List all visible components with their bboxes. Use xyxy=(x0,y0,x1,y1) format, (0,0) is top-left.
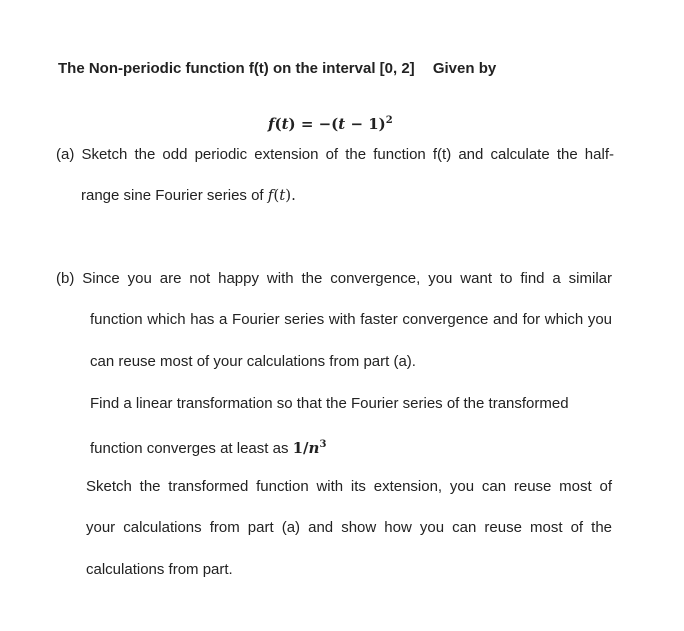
part-b-line-8 xyxy=(86,561,233,579)
part-a-f: f xyxy=(267,186,274,204)
part-b-line-1 xyxy=(56,270,612,288)
part-a-close: ). xyxy=(285,186,296,204)
equation-open: ( xyxy=(274,115,282,133)
part-a-open: ( xyxy=(273,186,280,204)
equation-f: f xyxy=(268,115,275,133)
part-b-line-2 xyxy=(90,311,612,329)
part-b-line-4 xyxy=(90,395,569,413)
part-b-rate-exp: 3 xyxy=(319,439,327,450)
part-b-text-2: function which has a Fourier series with faster convergence and for which you xyxy=(90,311,612,328)
part-b-text-6: Sketch the transformed function with its extension, you can reuse most of xyxy=(86,478,612,495)
part-a-t: t xyxy=(279,186,286,204)
part-b-rate-num: 1/ xyxy=(292,439,309,457)
part-b-text-5: function converges at least as xyxy=(90,440,293,457)
equation-t2: t xyxy=(338,115,346,133)
equation-exponent: 2 xyxy=(385,115,393,126)
problem-heading xyxy=(58,60,496,78)
part-a-text-2: range sine Fourier series of xyxy=(81,187,268,204)
equation-close-eq: ) = −( xyxy=(288,115,339,133)
part-b-text-3: can reuse most of your calculations from part (a). xyxy=(90,353,416,370)
part-b-text-7: your calculations from part (a) and show how you can reuse most of the xyxy=(86,519,612,536)
part-a-line-1 xyxy=(56,146,614,164)
part-b-text-8: calculations from part. xyxy=(86,561,233,578)
equation-t: t xyxy=(281,115,289,133)
equation-f-of-t xyxy=(268,112,393,133)
heading-main: The Non-periodic function f(t) on the interval [0, 2] xyxy=(58,60,415,77)
part-a-text-1: (a) Sketch the odd periodic extension of the function f(t) and calculate the half- xyxy=(56,146,614,163)
part-a-line-2 xyxy=(81,186,296,205)
part-b-line-3 xyxy=(90,353,416,371)
heading-given: Given by xyxy=(432,60,497,77)
part-b-text-4: Find a linear transformation so that the Fourier series of the transformed xyxy=(90,395,569,412)
part-b-line-5 xyxy=(90,436,326,458)
equation-tail: − 1) xyxy=(345,115,386,133)
part-b-text-1: (b) Since you are not happy with the convergence, you want to find a similar xyxy=(56,270,612,287)
part-b-line-6 xyxy=(86,478,612,496)
part-b-rate-n: n xyxy=(308,439,320,457)
part-b-line-7 xyxy=(86,519,612,537)
